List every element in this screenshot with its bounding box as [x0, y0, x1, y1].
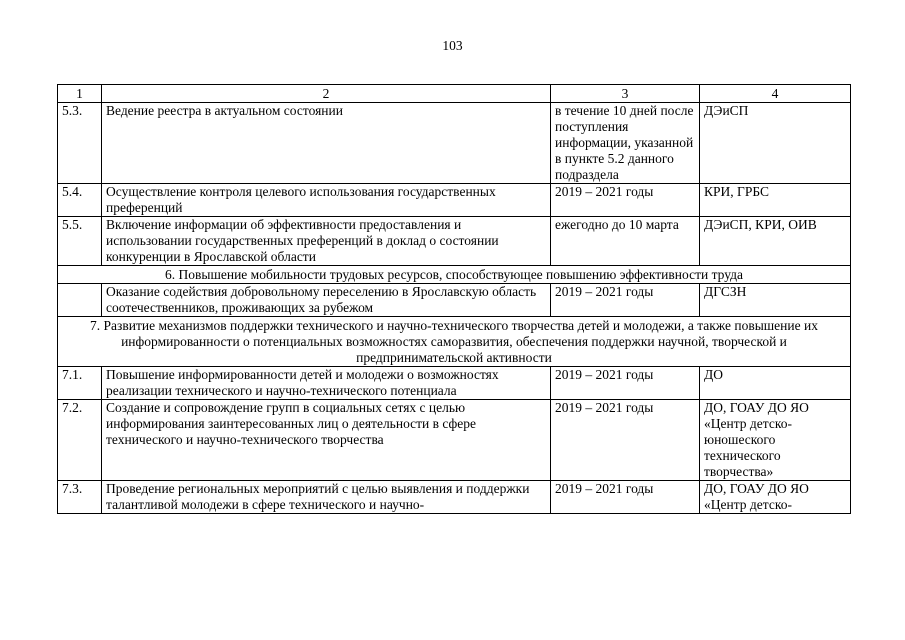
item-number: 7.3. [58, 481, 102, 514]
item-number: 5.4. [58, 184, 102, 217]
table-body [58, 85, 851, 514]
table-header-row [58, 85, 851, 103]
item-executor: ДЭиСП, КРИ, ОИВ [700, 217, 851, 266]
item-executor: ДО, ГОАУ ДО ЯО «Центр детско-юношеского технического творчества» [700, 400, 851, 481]
section-heading: 7. Развитие механизмов поддержки технического и научно-технического творчества детей и молодежи, а также повышение их информированности о потенциальных возможностях саморазвития, обеспечения поддержки научной, творческой и предпринимательской активности [58, 317, 851, 367]
item-deadline: 2019 – 2021 годы [551, 367, 700, 400]
item-executor: ДГСЗН [700, 284, 851, 317]
item-description: Включение информации об эффективности предоставления и использовании государственных преференций в доклад о состоянии конкуренции в Ярославской области [102, 217, 551, 266]
item-number: 5.5. [58, 217, 102, 266]
item-description: Оказание содействия добровольному переселению в Ярославскую область соотечественников, проживающих за рубежом [102, 284, 551, 317]
section-heading: 6. Повышение мобильности трудовых ресурсов, способствующее повышению эффективности труда [58, 266, 851, 284]
item-deadline: 2019 – 2021 годы [551, 400, 700, 481]
item-number: 7.2. [58, 400, 102, 481]
item-executor: ДО, ГОАУ ДО ЯО «Центр детско- [700, 481, 851, 514]
page-number: 103 [442, 38, 463, 53]
item-executor: ДЭиСП [700, 103, 851, 184]
item-executor: ДО [700, 367, 851, 400]
header-cell-3: 3 [551, 85, 700, 103]
item-description: Проведение региональных мероприятий с целью выявления и поддержки талантливой молодежи в сфере технического и научно- [102, 481, 551, 514]
item-deadline: 2019 – 2021 годы [551, 284, 700, 317]
item-description: Создание и сопровождение групп в социальных сетях с целью информирования заинтересованных лиц о деятельности в сфере технического и научно-технического творчества [102, 400, 551, 481]
item-description: Ведение реестра в актуальном состоянии [102, 103, 551, 184]
section-heading-row [58, 317, 851, 367]
table-row [58, 103, 851, 184]
item-deadline: ежегодно до 10 марта [551, 217, 700, 266]
item-deadline: 2019 – 2021 годы [551, 481, 700, 514]
item-description: Осуществление контроля целевого использования государственных преференций [102, 184, 551, 217]
table-row [58, 367, 851, 400]
table-row [58, 184, 851, 217]
item-number: 7.1. [58, 367, 102, 400]
table-row [58, 217, 851, 266]
item-description: Повышение информированности детей и молодежи о возможностях реализации технического и научно-технического потенциала [102, 367, 551, 400]
header-cell-2: 2 [102, 85, 551, 103]
table-row [58, 481, 851, 514]
item-number [58, 284, 102, 317]
item-number: 5.3. [58, 103, 102, 184]
section-heading-row [58, 266, 851, 284]
header-cell-1: 1 [58, 85, 102, 103]
table-row [58, 284, 851, 317]
plan-table [57, 84, 851, 514]
item-deadline: 2019 – 2021 годы [551, 184, 700, 217]
header-cell-4: 4 [700, 85, 851, 103]
table-row [58, 400, 851, 481]
item-deadline: в течение 10 дней после поступления информации, указанной в пункте 5.2 данного подраздела [551, 103, 700, 184]
item-executor: КРИ, ГРБС [700, 184, 851, 217]
